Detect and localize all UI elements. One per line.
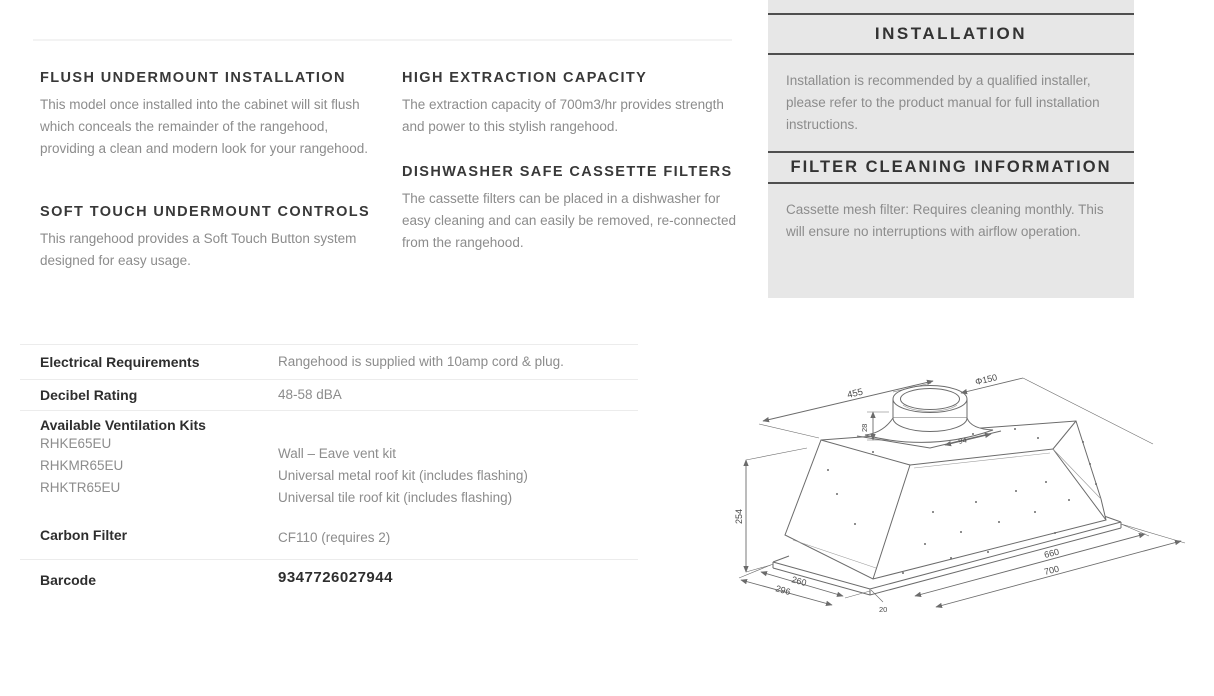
top-divider xyxy=(33,39,732,41)
feature-body: This model once installed into the cabinet will sit flush which conceals the remainder of the rangehood, providing a clean and modern look for your rangehood. xyxy=(40,97,368,156)
dim-base-depth-inner: 260 xyxy=(790,574,808,589)
row-value: 48-58 dBA xyxy=(278,387,342,402)
installation-heading: INSTALLATION xyxy=(874,24,1028,43)
feature-body: The extraction capacity of 700m3/hr provides strength and power to this stylish rangehood. xyxy=(402,97,724,134)
ventilation-kits xyxy=(278,443,528,509)
dim-base-depth-outer: 296 xyxy=(774,583,792,598)
dim-base-width-inner: 660 xyxy=(1043,546,1061,560)
technical-drawing xyxy=(733,372,1195,624)
installation-text: Installation is recommended by a qualified installer, please refer to the product manual for full installation instructions. xyxy=(786,73,1100,132)
filter-cleaning-text: Cassette mesh filter: Requires cleaning monthly. This will ensure no interruptions with airflow operation. xyxy=(786,202,1104,239)
feature-column-1 xyxy=(40,70,374,316)
dim-top-width: 455 xyxy=(846,386,865,401)
table-row-decibel xyxy=(20,379,638,410)
feature-dishwasher-filters xyxy=(402,164,736,254)
feature-title: DISHWASHER SAFE CASSETTE FILTERS xyxy=(402,164,733,180)
row-label: Available Ventilation Kits xyxy=(40,417,206,433)
ventilation-kit: Universal tile roof kit (includes flashing) xyxy=(278,490,513,505)
ventilation-kit: Universal metal roof kit (includes flashing) xyxy=(278,468,528,483)
table-row-ventilation-carbon xyxy=(20,410,638,559)
ventilation-model: RHKMR65EU xyxy=(40,458,124,473)
barcode-number: 9347726027944 xyxy=(278,569,393,586)
feature-title: SOFT TOUCH UNDERMOUNT CONTROLS xyxy=(40,204,371,220)
dim-lip: 20 xyxy=(879,605,888,614)
feature-soft-touch-controls xyxy=(40,204,374,272)
feature-body: The cassette filters can be placed in a dishwasher for easy cleaning and can easily be removed, re-connected from the rangehood. xyxy=(402,191,736,250)
ventilation-left-stack xyxy=(40,417,278,545)
row-label: Carbon Filter xyxy=(40,527,128,543)
ventilation-model: RHKTR65EU xyxy=(40,480,121,495)
table-row-barcode xyxy=(20,559,638,597)
row-value: Rangehood is supplied with 10amp cord & plug. xyxy=(278,354,564,369)
dim-duct-diameter: Φ150 xyxy=(974,372,999,387)
feature-column-2 xyxy=(402,70,736,280)
ventilation-kit: Wall – Eave vent kit xyxy=(278,446,397,461)
ventilation-right-stack xyxy=(278,417,528,545)
feature-title: FLUSH UNDERMOUNT INSTALLATION xyxy=(40,70,346,86)
feature-body: This rangehood provides a Soft Touch Button system designed for easy usage. xyxy=(40,231,357,268)
filter-cleaning-heading: FILTER CLEANING INFORMATION xyxy=(790,158,1112,176)
feature-high-extraction xyxy=(402,70,736,138)
info-panel xyxy=(768,0,1134,298)
spec-table xyxy=(20,344,638,597)
row-value: CF110 (requires 2) xyxy=(278,530,391,545)
feature-flush-undermount xyxy=(40,70,374,160)
rangehood-isometric-drawing xyxy=(733,372,1195,624)
row-label: Decibel Rating xyxy=(40,387,138,403)
row-label: Barcode xyxy=(40,572,97,588)
ventilation-model: RHKE65EU xyxy=(40,436,112,451)
table-row-electrical xyxy=(20,344,638,379)
dim-duct-offset: 94 xyxy=(957,435,968,446)
dim-collar-height: 28 xyxy=(860,423,869,432)
row-label: Electrical Requirements xyxy=(40,354,200,370)
dim-height: 254 xyxy=(734,508,744,524)
feature-title: HIGH EXTRACTION CAPACITY xyxy=(402,70,648,86)
dim-base-width-outer: 700 xyxy=(1043,563,1061,577)
